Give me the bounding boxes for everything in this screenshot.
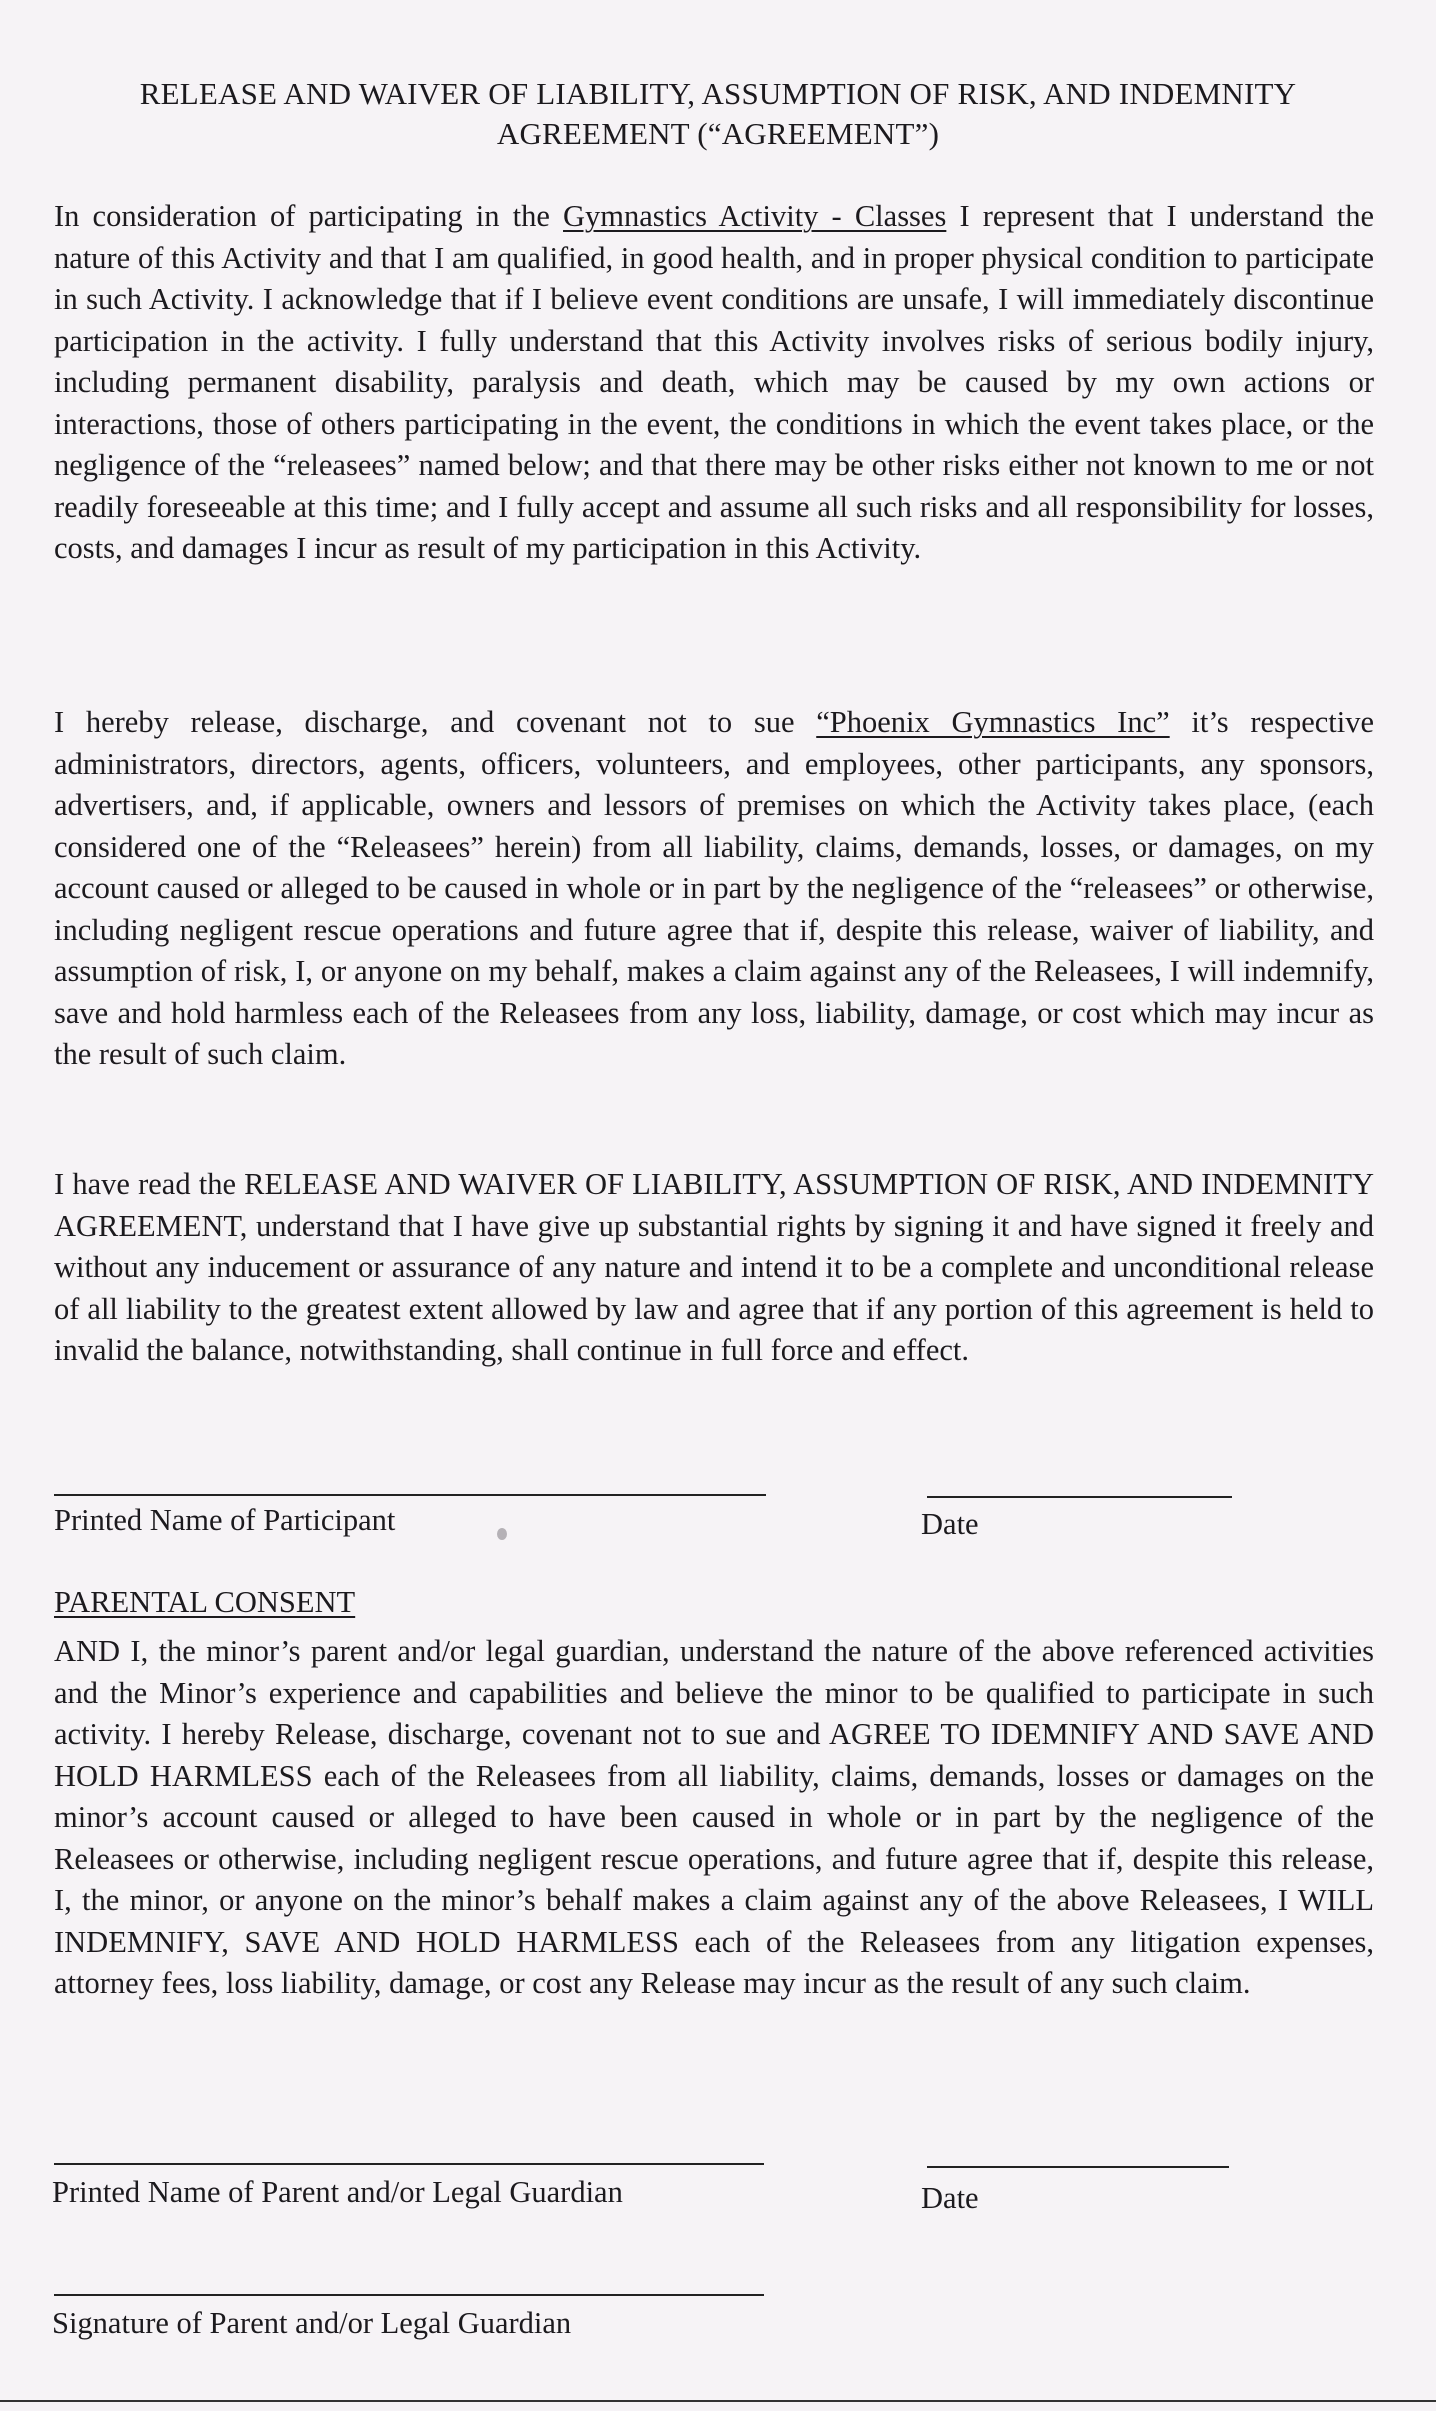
para1-lead: In consideration of participating in the (54, 199, 564, 233)
guardian-signature-line[interactable] (54, 2294, 764, 2296)
guardian-signature-label: Signature of Parent and/or Legal Guardian (52, 2306, 572, 2340)
para2-body: it’s respective administrators, directors, agents, officers, volunteers, and employees, other participants, any sponsors, advertisers, and, if applicable, owners and lessors of premises on which the Activity takes place, (each considered one of the “Releasees” herein) from all liability, claims, demands, losses, or damages, on my account caused or alleged to be caused in whole or in part by the negligence of the “releasees” or otherwise, including negligent rescue operations and future agree that if, despite this release, waiver of liability, and assumption of risk, I, or anyone on my behalf, makes a claim against any of the Releasees, I will indemnify, save and hold harmless each of the Releasees from any loss, liability, damage, or cost which may incur as the result of such claim. (54, 705, 1375, 1071)
bottom-rule (0, 2400, 1436, 2402)
participant-date-line[interactable] (927, 1496, 1232, 1498)
participant-name-label: Printed Name of Participant (54, 1503, 396, 1537)
parental-consent-heading: PARENTAL CONSENT (54, 1585, 356, 1619)
parental-consent-paragraph: AND I, the minor’s parent and/or legal guardian, understand the nature of the above referenced activities and the Minor’s experience and capabilities and believe the minor to be qualified to participate in such activity. I hereby Release, discharge, covenant not to sue and AGREE TO IDEMNIFY AND SAVE AND HOLD HARMLESS each of the Releasees from all liability, claims, demands, losses or damages on the minor’s account caused or alleged to have been caused in whole or in part by the negligence of the Releasees or otherwise, including negligent rescue operations, and future agree that if, despite this release, I, the minor, or anyone on the minor’s behalf makes a claim against any of the above Releasees, I WILL INDEMNIFY, SAVE AND HOLD HARMLESS each of the Releasees from any litigation expenses, attorney fees, loss liability, damage, or cost any Release may incur as the result of any such claim. (54, 1634, 1374, 2000)
guardian-name-label: Printed Name of Parent and/or Legal Guardian (52, 2175, 623, 2209)
acknowledgement-paragraph: I have read the RELEASE AND WAIVER OF LIABILITY, ASSUMPTION OF RISK, AND INDEMNITY AGREEMENT, understand that I have give up substantial rights by signing it and have signed it freely and without any inducement or assurance of any nature and intend it to be a complete and unconditional release of all liability to the greatest extent allowed by law and agree that if any portion of this agreement is held to invalid the balance, notwithstanding, shall continue in full force and effect. (54, 1167, 1374, 1367)
guardian-date-label: Date (921, 2181, 979, 2215)
document-title (40, 74, 1396, 154)
title-line-2: AGREEMENT (“AGREEMENT”) (496, 116, 940, 151)
paper-speck (497, 1528, 507, 1540)
guardian-name-line[interactable] (54, 2163, 764, 2165)
para1-body: I represent that I understand the nature of this Activity and that I am qualified, in good health, and in proper physical condition to participate in such Activity. I acknowledge that if I believe event conditions are unsafe, I will immediately discontinue participation in the activity. I fully understand that this Activity involves risks of serious bodily injury, including permanent disability, paralysis and death, which may be caused by my own actions or interactions, those of others participating in the event, the conditions in which the event takes place, or the negligence of the “releasees” named below; and that there may be other risks either not known to me or not readily foreseeable at this time; and I fully accept and assume all such risks and all responsibility for losses, costs, and damages I incur as result of my participation in this Activity. (54, 199, 1375, 565)
consideration-paragraph (54, 196, 1374, 570)
organization-name: “Phoenix Gymnastics Inc” (816, 705, 1170, 739)
title-line-1: RELEASE AND WAIVER OF LIABILITY, ASSUMPTION OF RISK, AND INDEMNITY (139, 76, 1297, 111)
release-paragraph (54, 702, 1374, 1076)
para2-lead: I hereby release, discharge, and covenant not to sue (54, 705, 817, 739)
participant-name-line[interactable] (54, 1494, 766, 1496)
participant-date-label: Date (921, 1507, 979, 1541)
guardian-date-line[interactable] (927, 2166, 1229, 2168)
activity-name: Gymnastics Activity - Classes (563, 199, 947, 233)
